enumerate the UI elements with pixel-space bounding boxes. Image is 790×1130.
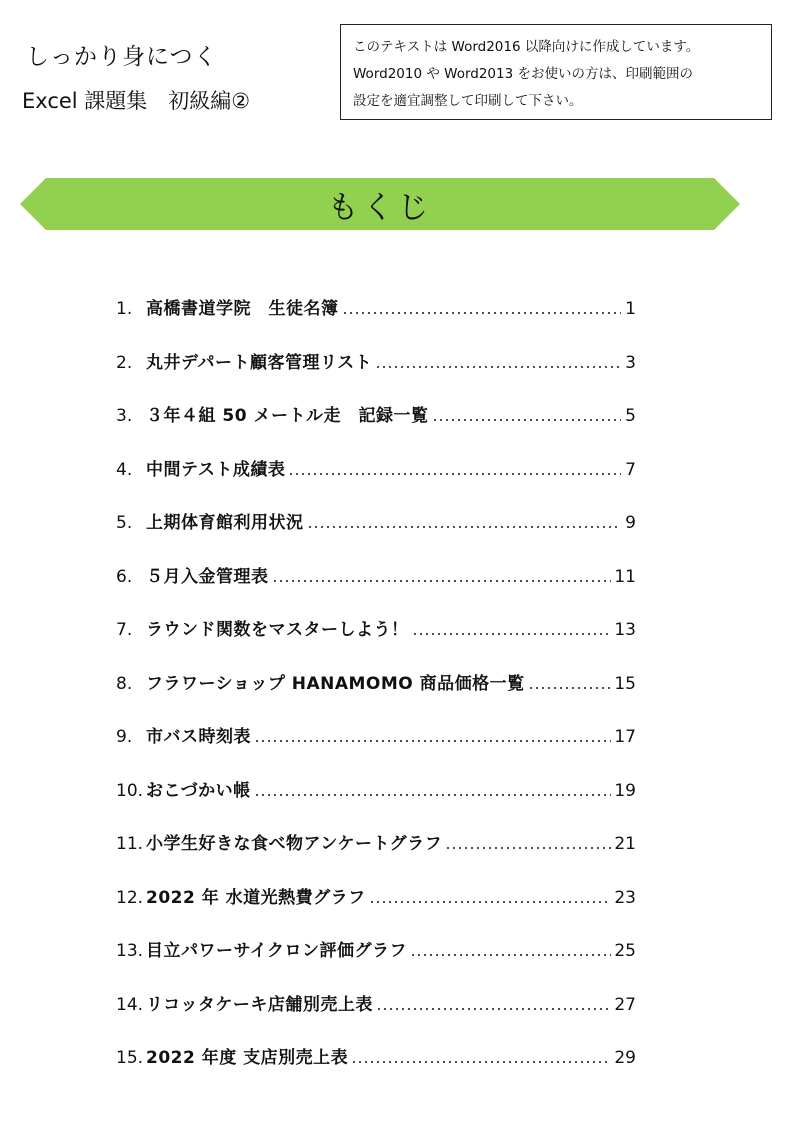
toc-item-page: 23 xyxy=(614,887,636,908)
toc-item xyxy=(116,1045,636,1099)
toc-item-number: 14. xyxy=(116,994,144,1015)
toc-leader-dots xyxy=(254,778,612,804)
toc-item-number: 6. xyxy=(116,566,133,587)
toc-item-page: 29 xyxy=(614,1048,636,1068)
toc-item-title: 目立パワーサイクロン評価グラフ xyxy=(146,941,407,961)
toc-item-number: 1. xyxy=(116,299,133,319)
toc-leader-dots xyxy=(445,831,611,857)
toc-item xyxy=(116,831,636,885)
toc-item xyxy=(116,350,636,404)
toc-item-title: 市バス時刻表 xyxy=(146,727,251,747)
toc-item-number: 12. xyxy=(116,887,144,908)
toc-item-page: 3 xyxy=(625,352,636,373)
toc-leader-dots xyxy=(376,992,612,1018)
toc-leader-dots xyxy=(528,671,612,697)
toc-item-number: 9. xyxy=(116,727,133,747)
toc-item-number: 2. xyxy=(116,352,133,373)
toc-item-page: 5 xyxy=(625,406,636,426)
toc-item-number: 3. xyxy=(116,406,133,426)
toc-leader-dots xyxy=(351,1045,611,1071)
print-note-box xyxy=(340,24,772,120)
toc-item-page: 25 xyxy=(614,941,636,961)
title-line-1: しっかり身につく xyxy=(26,44,218,70)
toc-item-title: 高橋書道学院 生徒名簿 xyxy=(146,299,339,319)
table-of-contents xyxy=(116,296,636,1099)
title-line-2: Excel 課題集 初級編② xyxy=(22,89,251,113)
toc-item-page: 17 xyxy=(614,727,636,747)
toc-item-number: 15. xyxy=(116,1048,144,1068)
toc-item-page: 15 xyxy=(614,673,636,694)
toc-item-title: 中間テスト成績表 xyxy=(146,459,286,480)
toc-item-page: 19 xyxy=(614,780,636,801)
toc-item-title: 小学生好きな食べ物アンケートグラフ xyxy=(146,834,443,854)
note-line: 設定を適宜調整して印刷して下さい。 xyxy=(353,93,583,109)
toc-item-title: おこづかい帳 xyxy=(146,780,251,801)
toc-item-title: リコッタケーキ店舗別売上表 xyxy=(146,994,373,1015)
toc-item-page: 9 xyxy=(625,513,636,533)
toc-leader-dots xyxy=(410,938,611,964)
toc-item-number: 13. xyxy=(116,941,144,961)
toc-heading: もくじ xyxy=(327,189,433,226)
toc-item xyxy=(116,778,636,832)
toc-item xyxy=(116,296,636,350)
toc-item-number: 8. xyxy=(116,673,133,694)
toc-item-title: ３年４組 50 メートル走 記録一覧 xyxy=(146,406,429,426)
toc-item-title: 上期体育館利用状況 xyxy=(146,513,304,533)
toc-leader-dots xyxy=(412,617,612,643)
toc-item-title: フラワーショップ HANAMOMO 商品価格一覧 xyxy=(146,673,525,694)
toc-item xyxy=(116,938,636,992)
toc-item-title: 2022 年度 支店別売上表 xyxy=(146,1048,349,1068)
toc-item-title: 丸井デパート顧客管理リスト xyxy=(146,352,373,373)
toc-item-page: 1 xyxy=(625,299,636,319)
toc-item-page: 7 xyxy=(625,459,636,480)
toc-item-page: 11 xyxy=(614,566,636,587)
note-line: このテキストは Word2016 以降向けに作成しています。 xyxy=(353,39,700,55)
toc-item-title: ５月入金管理表 xyxy=(146,566,269,587)
toc-item xyxy=(116,564,636,618)
toc-item-title: 2022 年 水道光熱費グラフ xyxy=(146,887,366,908)
toc-leader-dots xyxy=(307,510,622,536)
toc-banner xyxy=(20,178,740,230)
toc-item xyxy=(116,885,636,939)
toc-leader-dots xyxy=(288,457,621,483)
note-line: Word2010 や Word2013 をお使いの方は、印刷範囲の xyxy=(353,66,693,82)
toc-item-title: ラウンド関数をマスターしよう！ xyxy=(146,620,409,640)
toc-item xyxy=(116,671,636,725)
toc-item-page: 13 xyxy=(614,620,636,640)
toc-item xyxy=(116,992,636,1046)
toc-item-number: 5. xyxy=(116,513,133,533)
toc-item xyxy=(116,403,636,457)
toc-item xyxy=(116,617,636,671)
toc-leader-dots xyxy=(342,296,622,322)
toc-item-page: 21 xyxy=(614,834,636,854)
toc-item-page: 27 xyxy=(614,994,636,1015)
toc-leader-dots xyxy=(375,350,621,376)
document-title xyxy=(22,42,250,116)
toc-leader-dots xyxy=(272,564,612,590)
toc-item xyxy=(116,724,636,778)
toc-item xyxy=(116,510,636,564)
toc-item-number: 4. xyxy=(116,459,133,480)
toc-leader-dots xyxy=(369,885,612,911)
toc-item xyxy=(116,457,636,511)
toc-leader-dots xyxy=(254,724,611,750)
toc-item-number: 10. xyxy=(116,780,144,801)
toc-item-number: 11. xyxy=(116,834,144,854)
toc-leader-dots xyxy=(432,403,622,429)
toc-item-number: 7. xyxy=(116,620,133,640)
